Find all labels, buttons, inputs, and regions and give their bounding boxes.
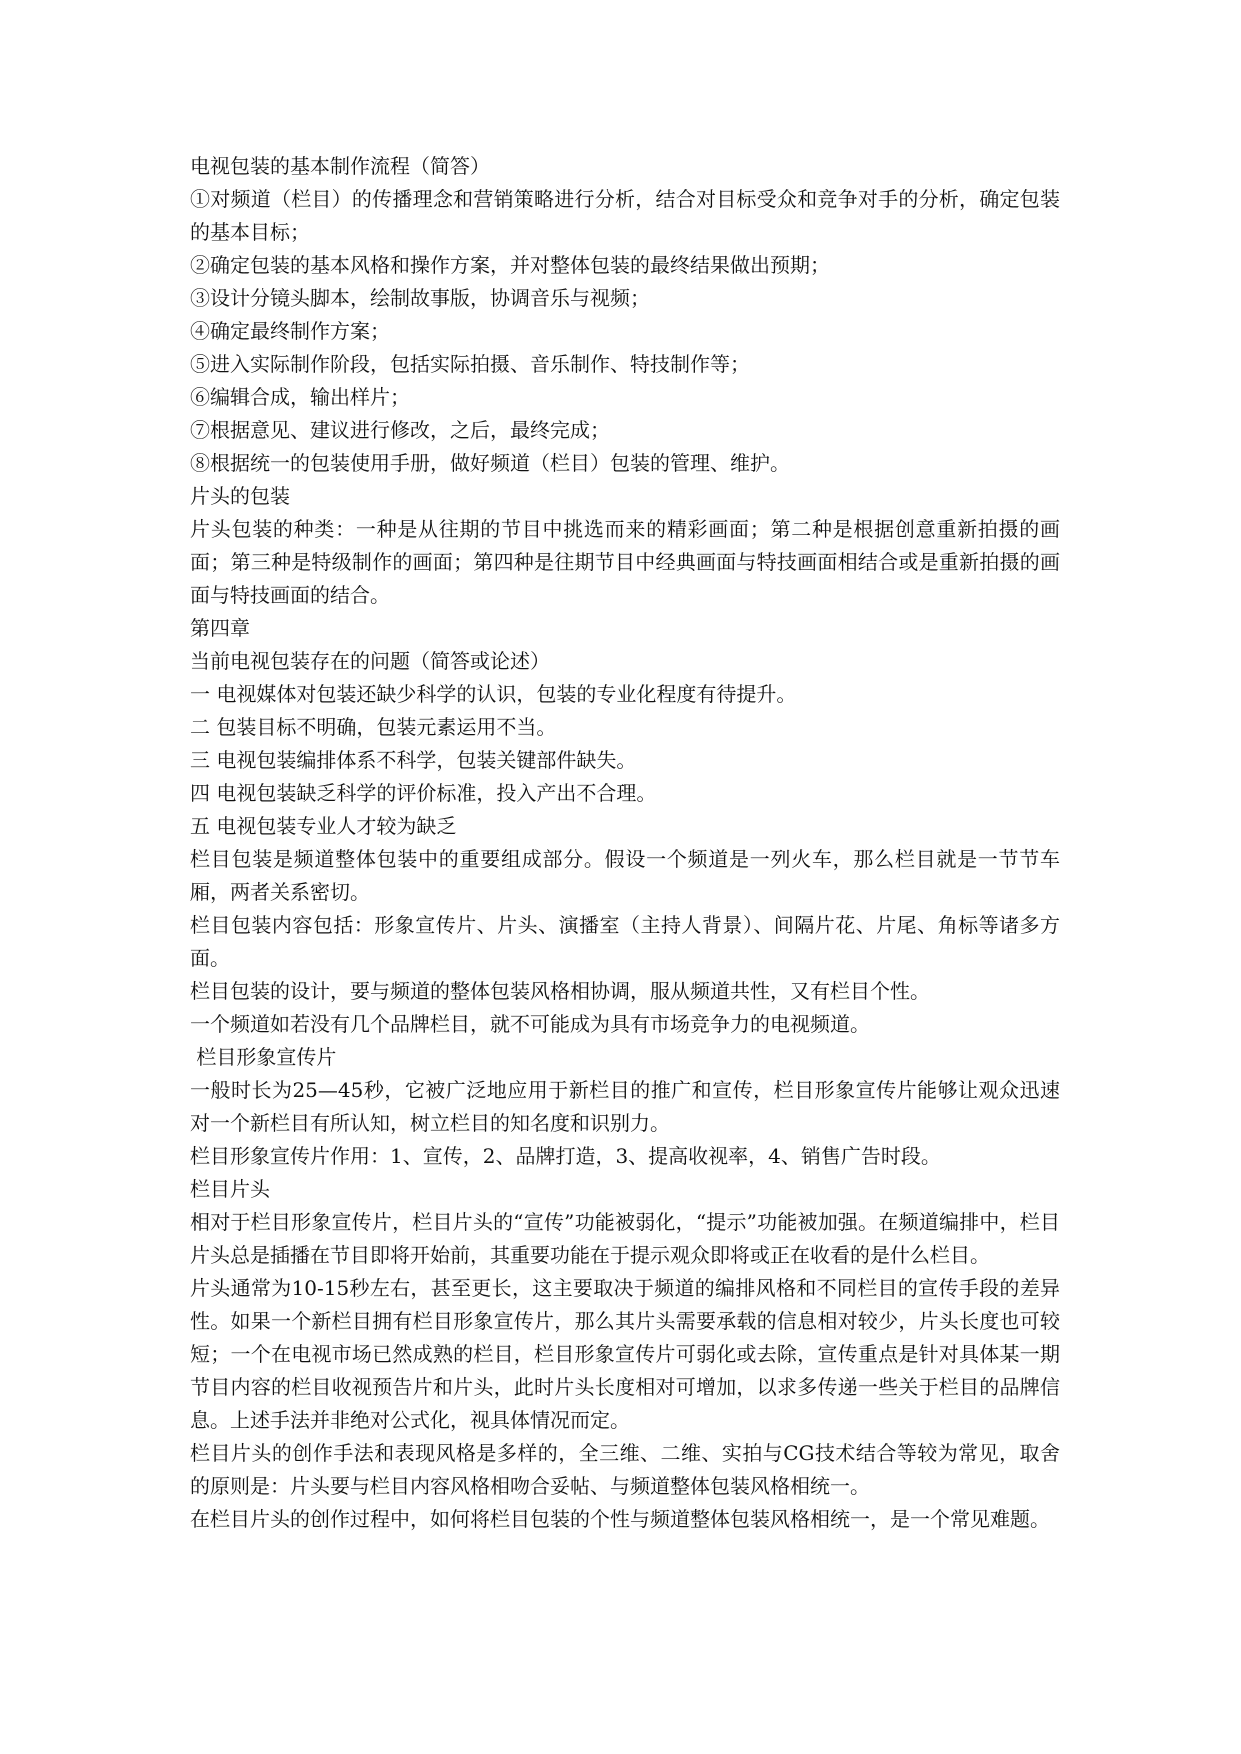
body-paragraph: 片头包装的种类：一种是从往期的节目中挑选而来的精彩画面；第二种是根据创意重新拍摄的画面；第三种是特级制作的画面；第四种是往期节目中经典画面与特技画面相结合或是重新拍摄的画面与特技画面的结合。 [190,517,1060,607]
list-item: ④确定最终制作方案； [190,319,390,343]
list-item: 四 电视包装缺乏科学的评价标准，投入产出不合理。 [190,781,657,805]
section-title: 栏目形象宣传片 [190,1045,337,1069]
body-paragraph: 片头通常为10-15秒左右，甚至更长，这主要取决于频道的编排风格和不同栏目的宣传手段的差异性。如果一个新栏目拥有栏目形象宣传片，那么其片头需要承载的信息相对较少，片头长度也可较短；一个在电视市场已然成熟的栏目，栏目形象宣传片可弱化或去除，宣传重点是针对具体某一期节目内容的栏目收视预告片和片头，此时片头长度相对可增加，以求多传递一些关于栏目的品牌信息。上述手法并非绝对公式化，视具体情况而定。 [190,1276,1060,1432]
list-item: ⑧根据统一的包装使用手册，做好频道（栏目）包装的管理、维护。 [190,451,790,475]
body-paragraph: 栏目包装的设计，要与频道的整体包装风格相协调，服从频道共性，又有栏目个性。 [190,979,930,1003]
body-paragraph: 相对于栏目形象宣传片，栏目片头的“宣传”功能被弱化，“提示”功能被加强。在频道编排中，栏目片头总是插播在节目即将开始前，其重要功能在于提示观众即将或正在收看的是什么栏目。 [190,1210,1060,1267]
section-title: 栏目片头 [190,1177,270,1201]
document-page [190,150,1060,1536]
section-title: 当前电视包装存在的问题（简答或论述） [190,649,550,673]
list-item: ①对频道（栏目）的传播理念和营销策略进行分析，结合对目标受众和竞争对手的分析，确定包装的基本目标； [190,187,1060,244]
list-item: 二 包装目标不明确，包装元素运用不当。 [190,715,557,739]
section-title: 电视包装的基本制作流程（简答） [190,154,490,178]
section-title: 片头的包装 [190,484,290,508]
body-paragraph: 一个频道如若没有几个品牌栏目，就不可能成为具有市场竞争力的电视频道。 [190,1012,870,1036]
list-item: ⑥编辑合成，输出样片； [190,385,410,409]
body-paragraph: 栏目形象宣传片作用：1、宣传，2、品牌打造，3、提高收视率，4、销售广告时段。 [190,1144,941,1168]
chapter-heading: 第四章 [190,616,250,640]
list-item: ③设计分镜头脚本，绘制故事版，协调音乐与视频； [190,286,650,310]
body-paragraph: 一般时长为25—45秒，它被广泛地应用于新栏目的推广和宣传，栏目形象宣传片能够让观众迅速对一个新栏目有所认知，树立栏目的知名度和识别力。 [190,1078,1060,1135]
list-item: ②确定包装的基本风格和操作方案，并对整体包装的最终结果做出预期； [190,253,830,277]
body-paragraph: 栏目包装是频道整体包装中的重要组成部分。假设一个频道是一列火车，那么栏目就是一节节车厢，两者关系密切。 [190,847,1060,904]
body-paragraph: 栏目片头的创作手法和表现风格是多样的，全三维、二维、实拍与CG技术结合等较为常见，取舍的原则是：片头要与栏目内容风格相吻合妥帖、与频道整体包装风格相统一。 [190,1441,1060,1498]
body-paragraph: 栏目包装内容包括：形象宣传片、片头、演播室（主持人背景）、间隔片花、片尾、角标等诸多方面。 [190,913,1060,970]
list-item: 一 电视媒体对包装还缺少科学的认识，包装的专业化程度有待提升。 [190,682,797,706]
list-item: 五 电视包装专业人才较为缺乏 [190,814,457,838]
list-item: ⑦根据意见、建议进行修改，之后，最终完成； [190,418,610,442]
list-item: ⑤进入实际制作阶段，包括实际拍摄、音乐制作、特技制作等； [190,352,750,376]
list-item: 三 电视包装编排体系不科学，包装关键部件缺失。 [190,748,637,772]
body-paragraph: 在栏目片头的创作过程中，如何将栏目包装的个性与频道整体包装风格相统一，是一个常见难题。 [190,1507,1050,1531]
